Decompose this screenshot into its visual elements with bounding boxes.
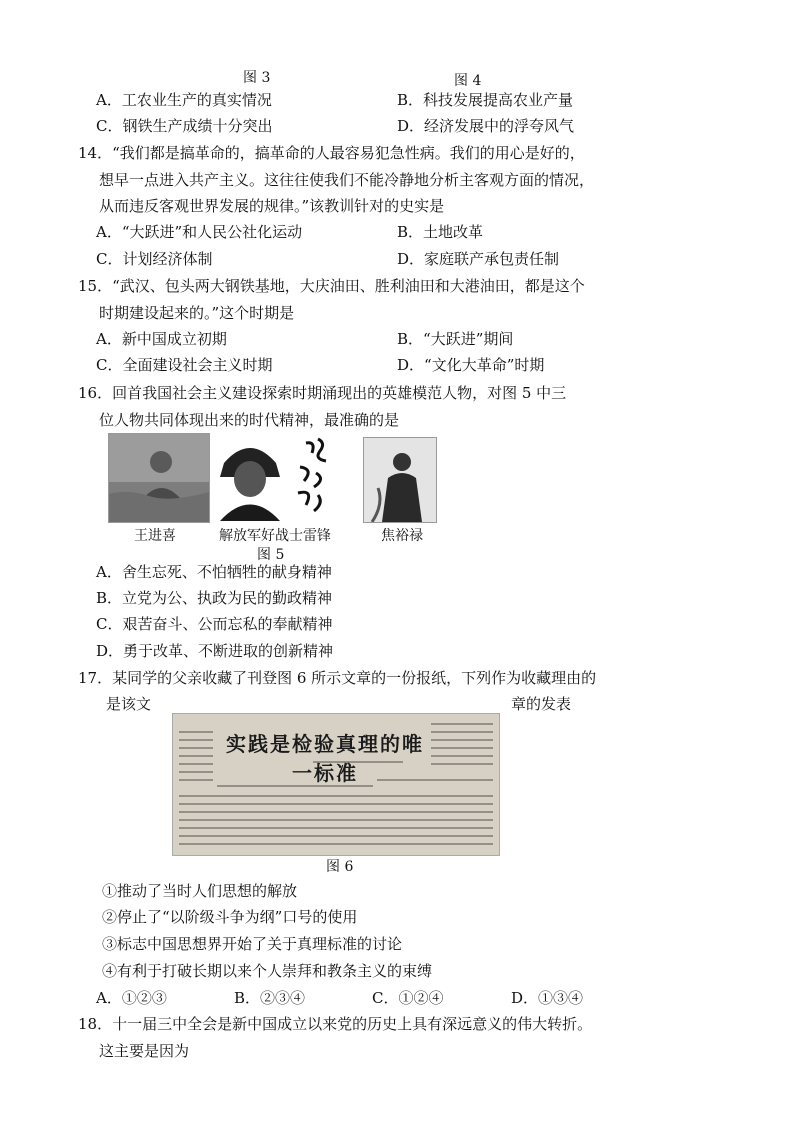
q18-stem-line2: 这主要是因为 bbox=[99, 1042, 190, 1060]
caption-wang-jinxi: 王进喜 bbox=[134, 528, 176, 544]
calligraphy-inscription bbox=[288, 433, 336, 521]
q16-stem-line2: 位人物共同体现出来的时代精神，最准确的是 bbox=[99, 411, 400, 429]
q17-option-d: D．①③④ bbox=[511, 989, 584, 1007]
q13-option-c: C．钢铁生产成绩十分突出 bbox=[96, 117, 273, 135]
newspaper-headline: 实践是检验真理的唯一标准 bbox=[226, 732, 424, 785]
caption-lei-feng: 解放军好战士雷锋 bbox=[219, 528, 331, 544]
photo-jiao-yulu bbox=[363, 437, 437, 523]
q17-item-2: ②停止了“以阶级斗争为纲”口号的使用 bbox=[102, 908, 358, 926]
q15-option-d: D．“文化大革命”时期 bbox=[397, 356, 545, 374]
q18-stem-line1: 18．十一届三中全会是新中国成立以来党的历史上具有深远意义的伟大转折。 bbox=[78, 1015, 593, 1033]
q14-stem-line1: 14．“我们都是搞革命的，搞革命的人最容易犯急性病。我们的用心是好的， bbox=[78, 144, 585, 162]
q17-stem-line1: 17．某同学的父亲收藏了刊登图 6 所示文章的一份报纸，下列作为收藏理由的 bbox=[78, 669, 597, 687]
q16-option-b: B．立党为公、执政为民的勤政精神 bbox=[96, 589, 333, 607]
q16-option-c: C．艰苦奋斗、公而忘私的奉献精神 bbox=[96, 615, 333, 633]
q16-option-d: D．勇于改革、不断进取的创新精神 bbox=[96, 642, 334, 660]
photo-wang-jinxi-illustration bbox=[109, 434, 209, 522]
q17-item-3: ③标志中国思想界开始了关于真理标准的讨论 bbox=[102, 935, 403, 953]
q14-option-a: A．“大跃进”和人民公社化运动 bbox=[96, 223, 303, 241]
q15-option-a: A．新中国成立初期 bbox=[96, 330, 227, 348]
q17-option-c: C．①②④ bbox=[372, 989, 444, 1007]
q17-item-1: ①推动了当时人们思想的解放 bbox=[102, 882, 298, 900]
q15-option-b: B．“大跃进”期间 bbox=[397, 330, 514, 348]
q14-stem-line3: 从而违反客观世界发展的规律。”该教训针对的史实是 bbox=[99, 197, 445, 215]
q15-option-c: C．全面建设社会主义时期 bbox=[96, 356, 273, 374]
calligraphy-strokes bbox=[288, 433, 336, 521]
q13-option-b: B．科技发展提高农业产量 bbox=[397, 91, 574, 109]
photo-jiao-yulu-illustration bbox=[364, 438, 436, 522]
q14-option-d: D．家庭联产承包责任制 bbox=[397, 250, 560, 268]
photo-lei-feng-illustration bbox=[214, 433, 286, 521]
q17-stem-line2b: 章的发表 bbox=[511, 695, 572, 713]
photo-lei-feng bbox=[214, 433, 286, 521]
figure-6-label: 图 6 bbox=[326, 859, 354, 875]
figure-5-label: 图 5 bbox=[257, 547, 285, 563]
figure-3-label: 图 3 bbox=[243, 70, 271, 86]
q14-stem-line2: 想早一点进入共产主义。这往往使我们不能冷静地分析主客观方面的情况， bbox=[99, 171, 595, 189]
q14-option-b: B．土地改革 bbox=[397, 223, 484, 241]
q15-stem-line2: 时期建设起来的。”这个时期是 bbox=[99, 304, 295, 322]
q17-option-b: B．②③④ bbox=[234, 989, 306, 1007]
q17-option-a: A．①②③ bbox=[96, 989, 167, 1007]
photo-wang-jinxi bbox=[108, 433, 210, 523]
q17-stem-line2a: 是该文 bbox=[106, 695, 152, 713]
q13-option-a: A．工农业生产的真实情况 bbox=[96, 91, 272, 109]
q17-item-4: ④有利于打破长期以来个人崇拜和教条主义的束缚 bbox=[102, 962, 433, 980]
q16-stem-line1: 16．回首我国社会主义建设探索时期涌现出的英雄模范人物，对图 5 中三 bbox=[78, 384, 567, 402]
figure-4-label: 图 4 bbox=[454, 73, 482, 89]
q13-option-d: D．经济发展中的浮夸风气 bbox=[397, 117, 575, 135]
q15-stem-line1: 15．“武汉、包头两大钢铁基地，大庆油田、胜利油田和大港油田，都是这个 bbox=[78, 277, 585, 295]
q16-option-a: A．舍生忘死、不怕牺牲的献身精神 bbox=[96, 563, 332, 581]
q14-option-c: C．计划经济体制 bbox=[96, 250, 213, 268]
caption-jiao-yulu: 焦裕禄 bbox=[381, 528, 423, 544]
newspaper-clipping bbox=[172, 713, 500, 856]
